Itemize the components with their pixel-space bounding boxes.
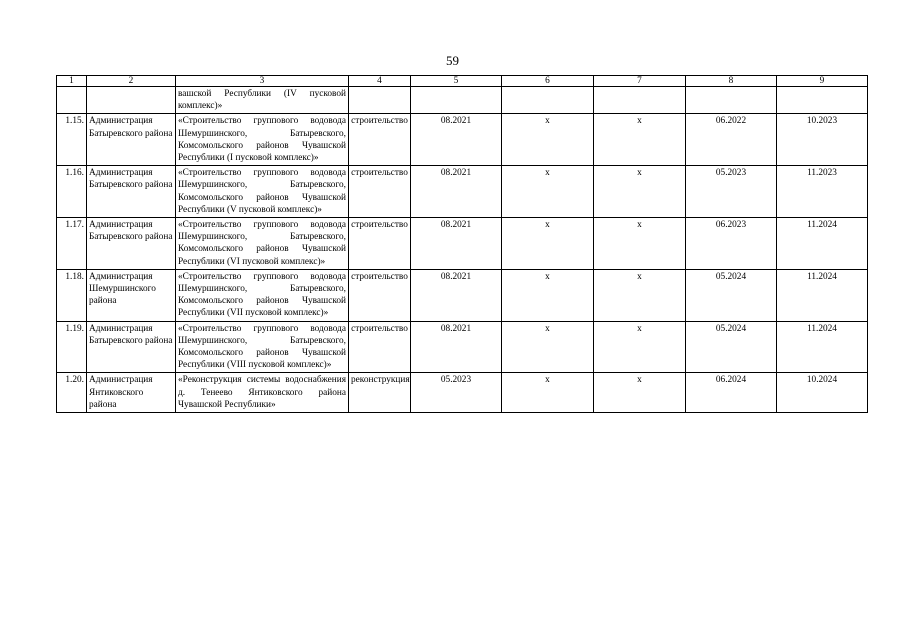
work-type-cell: строительство xyxy=(349,269,411,321)
date-cell: 06.2022 xyxy=(686,114,777,166)
marker-cell: х xyxy=(594,218,686,270)
object-name-cell: «Строительство группового водовода Шемуршинского, Батыревского, Комсомольского районов Чувашской Республики (I пусковой комплекс)» xyxy=(176,114,349,166)
date-cell: 10.2023 xyxy=(777,114,868,166)
date-cell: 05.2024 xyxy=(686,321,777,373)
row-number-cell: 1.20. xyxy=(57,373,87,413)
work-type-cell: строительство xyxy=(349,218,411,270)
row-number-cell: 1.15. xyxy=(57,114,87,166)
column-header: 1 xyxy=(57,76,87,87)
column-header: 8 xyxy=(686,76,777,87)
date-cell: 05.2023 xyxy=(686,166,777,218)
row-number-cell: 1.16. xyxy=(57,166,87,218)
marker-cell: х xyxy=(594,269,686,321)
row-number-cell: 1.18. xyxy=(57,269,87,321)
column-header: 6 xyxy=(502,76,594,87)
column-header: 3 xyxy=(176,76,349,87)
date-cell: 11.2024 xyxy=(777,218,868,270)
object-name-cell: «Строительство группового водовода Шемуршинского, Батыревского, Комсомольского районов Чувашской Республики (VII пусковой комплекс)» xyxy=(176,269,349,321)
marker-cell: х xyxy=(502,269,594,321)
object-name-cell: «Строительство группового водовода Шемуршинского, Батыревского, Комсомольского районов Чувашской Республики (VI пусковой комплекс)» xyxy=(176,218,349,270)
date-cell: 05.2023 xyxy=(411,373,502,413)
date-cell: 11.2023 xyxy=(777,166,868,218)
object-name-cell: «Строительство группового водовода Шемуршинского, Батыревского, Комсомольского районов Чувашской Республики (V пусковой комплекс)» xyxy=(176,166,349,218)
date-cell: 08.2021 xyxy=(411,114,502,166)
object-name-cell: вашской Республики (IV пусковой комплекс)» xyxy=(176,87,349,114)
date-cell: 08.2021 xyxy=(411,269,502,321)
customer-cell: Администрация Батыревского района xyxy=(87,218,176,270)
table-row xyxy=(57,269,868,321)
marker-cell: х xyxy=(502,218,594,270)
marker-cell: х xyxy=(594,321,686,373)
marker-cell: х xyxy=(502,166,594,218)
column-number-header xyxy=(57,76,868,87)
work-type-cell: строительство xyxy=(349,114,411,166)
table-row xyxy=(57,321,868,373)
row-number-cell: 1.19. xyxy=(57,321,87,373)
object-name-cell: «Реконструкция системы водоснабжения д. Тенеево Янтиковского района Чувашской Республики» xyxy=(176,373,349,413)
date-cell: 08.2021 xyxy=(411,166,502,218)
marker-cell: х xyxy=(594,114,686,166)
column-header: 5 xyxy=(411,76,502,87)
customer-cell: Администрация Шемуршинского района xyxy=(87,269,176,321)
customer-cell: Администрация Батыревского района xyxy=(87,166,176,218)
construction-schedule-table xyxy=(56,75,868,413)
work-type-cell: строительство xyxy=(349,321,411,373)
column-header: 4 xyxy=(349,76,411,87)
date-cell: 06.2024 xyxy=(686,373,777,413)
date-cell: 11.2024 xyxy=(777,321,868,373)
marker-cell: х xyxy=(594,166,686,218)
marker-cell: х xyxy=(502,321,594,373)
continuation-row xyxy=(57,87,868,114)
table-row xyxy=(57,218,868,270)
date-cell: 05.2024 xyxy=(686,269,777,321)
work-type-cell: реконструкция xyxy=(349,373,411,413)
date-cell: 08.2021 xyxy=(411,218,502,270)
customer-cell: Администрация Батыревского района xyxy=(87,321,176,373)
column-header: 2 xyxy=(87,76,176,87)
column-header: 9 xyxy=(777,76,868,87)
marker-cell: х xyxy=(594,373,686,413)
date-cell: 10.2024 xyxy=(777,373,868,413)
date-cell: 11.2024 xyxy=(777,269,868,321)
table-row xyxy=(57,373,868,413)
date-cell: 06.2023 xyxy=(686,218,777,270)
marker-cell: х xyxy=(502,114,594,166)
table-row xyxy=(57,166,868,218)
page-number: 59 xyxy=(446,53,459,68)
customer-cell: Администрация Янтиковского района xyxy=(87,373,176,413)
row-number-cell: 1.17. xyxy=(57,218,87,270)
column-header: 7 xyxy=(594,76,686,87)
object-name-cell: «Строительство группового водовода Шемуршинского, Батыревского, Комсомольского районов Чувашской Республики (VIII пусковой комплекс)» xyxy=(176,321,349,373)
table-row xyxy=(57,114,868,166)
marker-cell: х xyxy=(502,373,594,413)
date-cell: 08.2021 xyxy=(411,321,502,373)
customer-cell: Администрация Батыревского района xyxy=(87,114,176,166)
work-type-cell: строительство xyxy=(349,166,411,218)
